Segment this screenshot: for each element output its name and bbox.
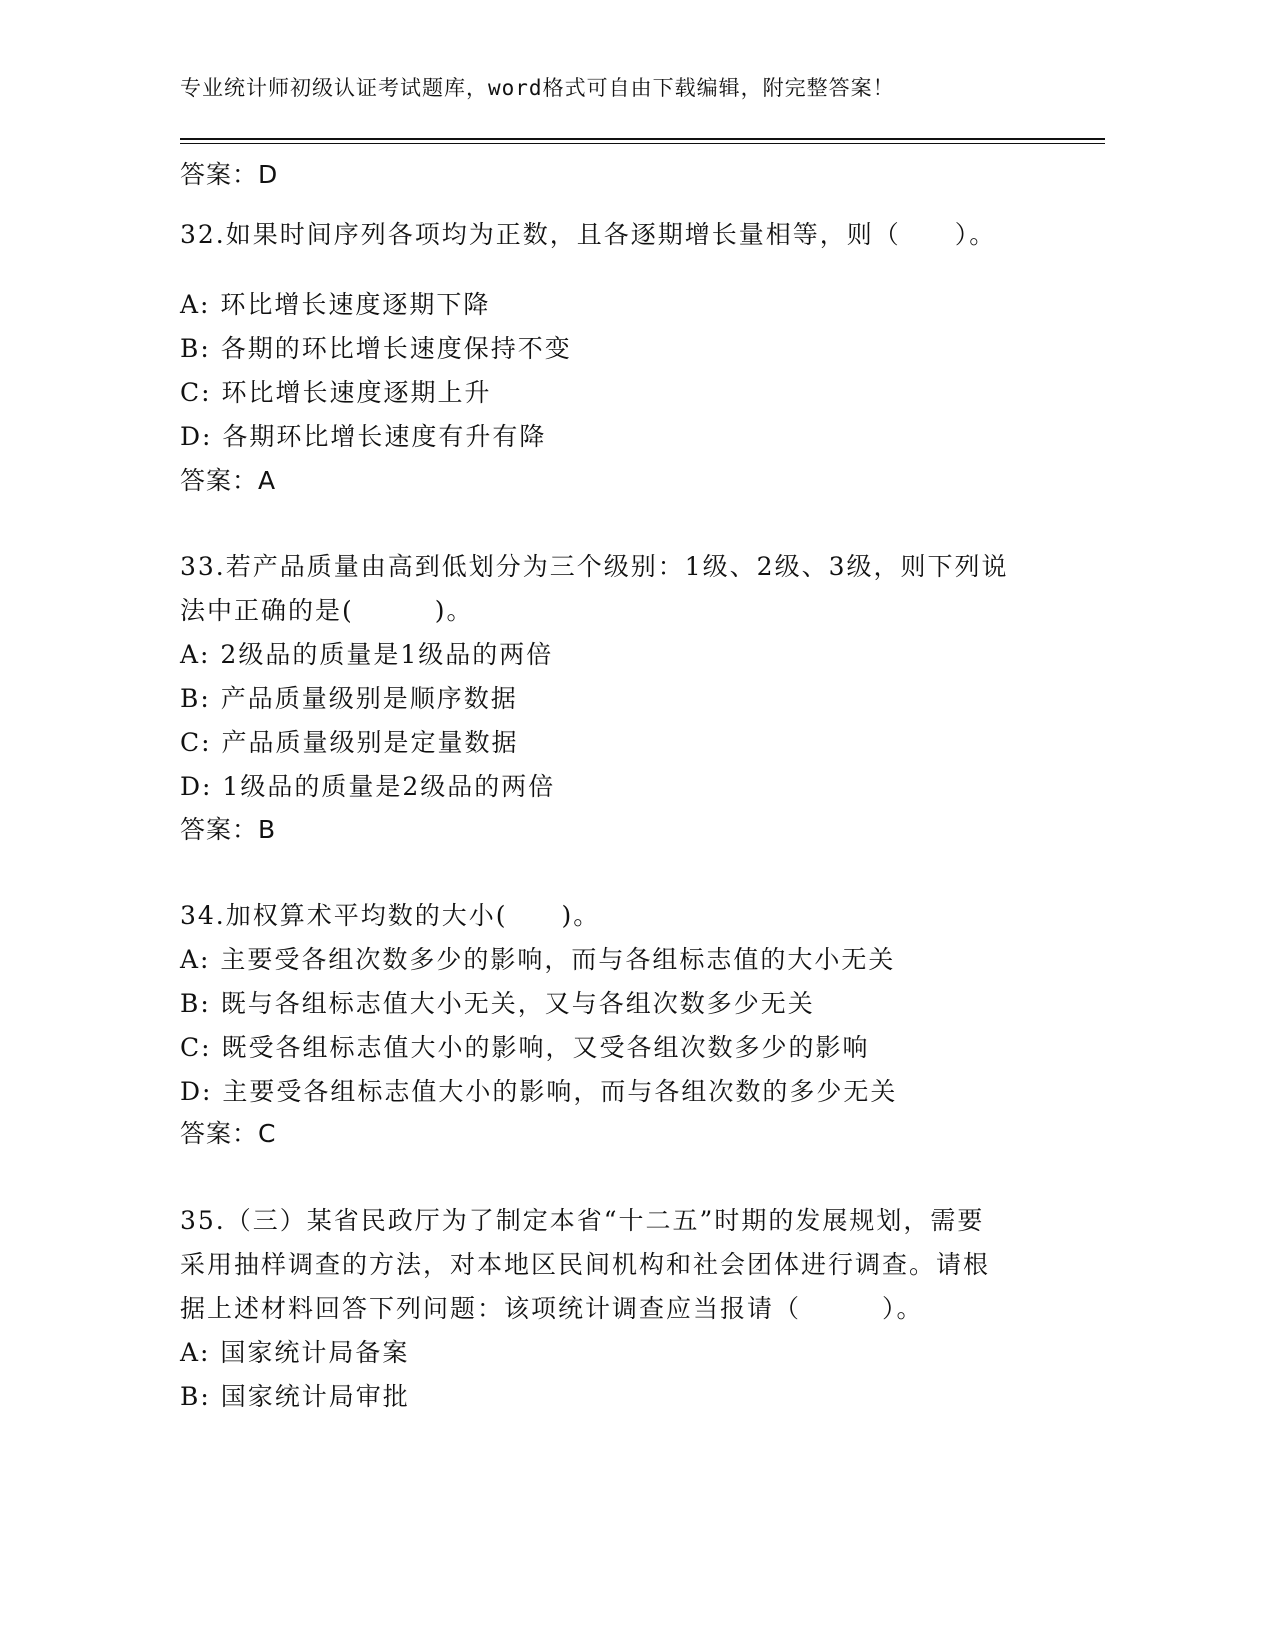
header-rule-thin	[180, 143, 1105, 144]
question-35-stem-line3: 据上述材料回答下列问题：该项统计调查应当报请（ ）。	[180, 1294, 924, 1323]
answer-q32: 答案：A	[180, 466, 277, 495]
question-33-option-d: D: 1级品的质量是2级品的两倍	[180, 772, 556, 801]
question-35-option-b: B: 国家统计局审批	[180, 1382, 410, 1411]
answer-q31: 答案：D	[180, 160, 279, 189]
answer-q34: 答案：C	[180, 1119, 277, 1148]
page-header: 专业统计师初级认证考试题库，word格式可自由下载编辑，附完整答案！	[180, 76, 895, 100]
question-35-stem-line1: 35.（三）某省民政厅为了制定本省“十二五”时期的发展规划，需要	[180, 1206, 985, 1235]
question-33-option-c: C: 产品质量级别是定量数据	[180, 728, 519, 757]
question-32-option-b: B: 各期的环比增长速度保持不变	[180, 334, 572, 363]
question-34-option-d: D: 主要受各组标志值大小的影响，而与各组次数的多少无关	[180, 1077, 898, 1106]
question-32-stem: 32.如果时间序列各项均为正数，且各逐期增长量相等，则（ ）。	[180, 220, 997, 249]
question-33-stem-line1: 33.若产品质量由高到低划分为三个级别：1级、2级、3级，则下列说	[180, 552, 1009, 581]
question-34-option-a: A: 主要受各组次数多少的影响，而与各组标志值的大小无关	[180, 945, 896, 974]
question-35-stem-line2: 采用抽样调查的方法，对本地区民间机构和社会团体进行调查。请根	[180, 1250, 991, 1279]
question-34-stem: 34.加权算术平均数的大小( )。	[180, 901, 601, 930]
question-32-option-a: A: 环比增长速度逐期下降	[180, 290, 491, 319]
question-35-option-a: A: 国家统计局备案	[180, 1338, 410, 1367]
question-32-option-c: C: 环比增长速度逐期上升	[180, 378, 492, 407]
question-33-option-b: B: 产品质量级别是顺序数据	[180, 684, 518, 713]
question-34-option-b: B: 既与各组标志值大小无关，又与各组次数多少无关	[180, 989, 815, 1018]
question-34-option-c: C: 既受各组标志值大小的影响，又受各组次数多少的影响	[180, 1033, 870, 1062]
question-33-option-a: A: 2级品的质量是1级品的两倍	[180, 640, 554, 669]
answer-q33: 答案：B	[180, 815, 277, 844]
header-rule	[180, 138, 1105, 140]
question-33-stem-line2: 法中正确的是( )。	[180, 596, 474, 625]
question-32-option-d: D: 各期环比增长速度有升有降	[180, 422, 547, 451]
